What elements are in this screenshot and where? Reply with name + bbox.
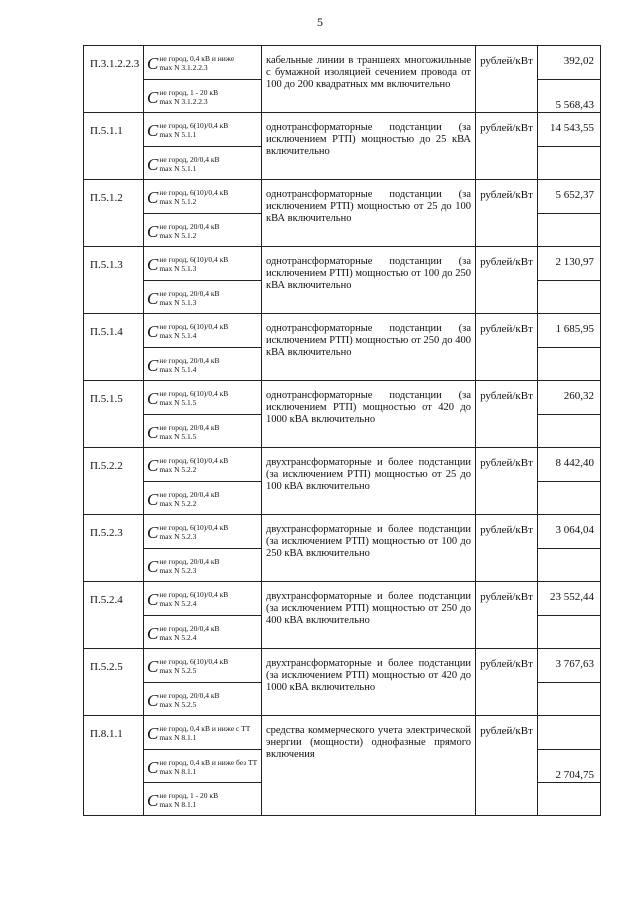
rate-formula: [144, 682, 261, 715]
value-cell: [538, 582, 601, 649]
rate-formula: [144, 180, 261, 213]
formula-subscript: max N 5.2.3: [159, 566, 197, 575]
rate-symbol: C: [147, 657, 159, 676]
formula-cell: [144, 381, 262, 448]
rate-symbol: C: [147, 155, 159, 174]
formula-superscript: не город, 6(10)/0,4 кВ: [159, 590, 229, 599]
item-description: однотрансформаторные подстанции (за исключением РТП) мощностью от 25 до 100 кВА включительно: [262, 180, 476, 247]
formula-superscript: не город, 20/0,4 кВ: [159, 289, 220, 298]
formula-subscript: max N 5.2.2: [159, 465, 197, 474]
value-cell: [538, 381, 601, 448]
rate-formula: [144, 749, 261, 782]
value-cell: [538, 716, 601, 816]
rate-value: [538, 615, 600, 648]
rate-symbol: C: [147, 121, 159, 140]
rate-value: 1 685,95: [555, 323, 594, 335]
formula-subscript: max N 5.1.4: [159, 365, 197, 374]
rate-symbol: C: [147, 255, 159, 274]
formula-cell: [144, 582, 262, 649]
formula-subscript: max N 3.1.2.2.3: [159, 97, 208, 106]
formula-superscript: не город, 6(10)/0,4 кВ: [159, 389, 229, 398]
rate-symbol: C: [147, 523, 159, 542]
value-cell: [538, 515, 601, 582]
item-code: П.3.1.2.2.3: [84, 46, 144, 113]
rate-value: 3 767,63: [555, 658, 594, 670]
rate-formula: [144, 213, 261, 246]
value-cell: [538, 113, 601, 180]
formula-subscript: max N 5.2.5: [159, 700, 197, 709]
formula-superscript: не город, 6(10)/0,4 кВ: [159, 657, 229, 666]
unit-label: рублей/кВт: [476, 46, 538, 113]
table-row: [84, 314, 601, 381]
value-cell: [538, 649, 601, 716]
rate-symbol: C: [147, 423, 159, 442]
item-description: однотрансформаторные подстанции (за исключением РТП) мощностью до 25 кВА включительно: [262, 113, 476, 180]
formula-subscript: max N 5.2.5: [159, 666, 197, 675]
rate-value: [538, 682, 600, 715]
formula-superscript: не город, 20/0,4 кВ: [159, 691, 220, 700]
formula-subscript: max N 5.1.5: [159, 432, 197, 441]
unit-label: рублей/кВт: [476, 716, 538, 816]
item-code: П.5.1.1: [84, 113, 144, 180]
formula-superscript: не город, 0,4 кВ и ниже: [159, 54, 235, 63]
item-code: П.5.1.4: [84, 314, 144, 381]
rate-value: 260,32: [563, 390, 594, 402]
formula-superscript: не город, 20/0,4 кВ: [159, 423, 220, 432]
formula-superscript: не город, 6(10)/0,4 кВ: [159, 322, 229, 331]
rate-symbol: C: [147, 691, 159, 710]
rate-formula: [144, 79, 261, 112]
formula-subscript: max N 5.1.1: [159, 130, 197, 139]
rate-formula: [144, 314, 261, 347]
item-code: П.5.1.5: [84, 381, 144, 448]
formula-subscript: max N 5.1.1: [159, 164, 197, 173]
rate-formula: [144, 448, 261, 481]
rate-formula: [144, 113, 261, 146]
rate-value: [538, 213, 600, 246]
table-row: [84, 515, 601, 582]
formula-superscript: не город, 20/0,4 кВ: [159, 490, 220, 499]
rate-symbol: C: [147, 188, 159, 207]
formula-cell: [144, 247, 262, 314]
rate-value: [538, 146, 600, 179]
rate-value: 5 568,43: [538, 79, 600, 112]
formula-superscript: не город, 20/0,4 кВ: [159, 222, 220, 231]
rate-formula: [144, 582, 261, 615]
formula-superscript: не город, 0,4 кВ и ниже без ТТ: [159, 758, 258, 767]
rate-symbol: C: [147, 389, 159, 408]
item-description: двухтрансформаторные и более подстанции (за исключением РТП) мощностью от 100 до 250 кВА включительно: [262, 515, 476, 582]
unit-label: рублей/кВт: [476, 180, 538, 247]
rate-symbol: C: [147, 289, 159, 308]
formula-cell: [144, 716, 262, 816]
formula-superscript: не город, 20/0,4 кВ: [159, 624, 220, 633]
rate-value: 2 704,75: [538, 749, 600, 782]
unit-label: рублей/кВт: [476, 113, 538, 180]
rate-value: 5 652,37: [555, 189, 594, 201]
rate-symbol: C: [147, 54, 159, 73]
formula-subscript: max N 5.1.3: [159, 264, 197, 273]
formula-superscript: не город, 20/0,4 кВ: [159, 155, 220, 164]
unit-label: рублей/кВт: [476, 448, 538, 515]
unit-label: рублей/кВт: [476, 649, 538, 716]
rate-symbol: C: [147, 456, 159, 475]
rate-value: [538, 414, 600, 447]
rate-formula: [144, 280, 261, 313]
item-code: П.5.1.2: [84, 180, 144, 247]
rate-symbol: C: [147, 791, 159, 810]
value-cell: [538, 180, 601, 247]
formula-superscript: не город, 20/0,4 кВ: [159, 557, 220, 566]
item-description: двухтрансформаторные и более подстанции (за исключением РТП) мощностью от 250 до 400 кВА включительно: [262, 582, 476, 649]
item-code: П.5.2.4: [84, 582, 144, 649]
rate-symbol: C: [147, 758, 159, 777]
item-description: кабельные линии в траншеях многожильные с бумажной изоляцией сечением провода от 100 до 200 квадратных мм включительно: [262, 46, 476, 113]
unit-label: рублей/кВт: [476, 582, 538, 649]
item-code: П.5.1.3: [84, 247, 144, 314]
formula-subscript: max N 5.1.3: [159, 298, 197, 307]
rate-value: [538, 548, 600, 581]
value-cell: [538, 448, 601, 515]
formula-subscript: max N 5.1.4: [159, 331, 197, 340]
rate-symbol: C: [147, 322, 159, 341]
item-description: однотрансформаторные подстанции (за исключением РТП) мощностью от 250 до 400 кВА включительно: [262, 314, 476, 381]
rate-value: [538, 347, 600, 380]
formula-superscript: не город, 1 - 20 кВ: [159, 791, 219, 800]
rate-symbol: C: [147, 624, 159, 643]
formula-superscript: не город, 6(10)/0,4 кВ: [159, 523, 229, 532]
rate-formula: [144, 247, 261, 280]
formula-cell: [144, 314, 262, 381]
rate-value: 14 543,55: [550, 122, 594, 134]
item-description: средства коммерческого учета электрической энергии (мощности) однофазные прямого включения: [262, 716, 476, 816]
formula-cell: [144, 448, 262, 515]
table-row: [84, 46, 601, 113]
rate-formula: [144, 46, 261, 79]
formula-superscript: не город, 6(10)/0,4 кВ: [159, 456, 229, 465]
item-description: двухтрансформаторные и более подстанции (за исключением РТП) мощностью от 420 до 1000 кВА включительно: [262, 649, 476, 716]
formula-cell: [144, 180, 262, 247]
value-cell: [538, 46, 601, 113]
formula-cell: [144, 649, 262, 716]
formula-cell: [144, 515, 262, 582]
formula-subscript: max N 8.1.1: [159, 767, 197, 776]
table-row: [84, 649, 601, 716]
rate-formula: [144, 649, 261, 682]
formula-superscript: не город, 6(10)/0,4 кВ: [159, 255, 229, 264]
rate-value: 8 442,40: [555, 457, 594, 469]
formula-subscript: max N 5.2.3: [159, 532, 197, 541]
rate-value: 3 064,04: [555, 524, 594, 536]
rate-formula: [144, 414, 261, 447]
rate-value: 392,02: [563, 55, 594, 67]
rate-formula: [144, 548, 261, 581]
value-cell: [538, 314, 601, 381]
formula-superscript: не город, 1 - 20 кВ: [159, 88, 219, 97]
rate-symbol: C: [147, 490, 159, 509]
rate-formula: [144, 146, 261, 179]
rate-value: [538, 782, 600, 815]
rate-symbol: C: [147, 356, 159, 375]
unit-label: рублей/кВт: [476, 314, 538, 381]
table-row: [84, 381, 601, 448]
rate-formula: [144, 782, 261, 815]
rate-symbol: C: [147, 88, 159, 107]
formula-subscript: max N 5.1.5: [159, 398, 197, 407]
rate-symbol: C: [147, 724, 159, 743]
item-code: П.5.2.5: [84, 649, 144, 716]
rate-value: [538, 481, 600, 514]
formula-superscript: не город, 20/0,4 кВ: [159, 356, 220, 365]
rate-formula: [144, 481, 261, 514]
rate-value: 2 130,97: [555, 256, 594, 268]
formula-superscript: не город, 6(10)/0,4 кВ: [159, 188, 229, 197]
rate-formula: [144, 515, 261, 548]
page-number: 5: [317, 15, 323, 29]
rate-symbol: C: [147, 222, 159, 241]
item-code: П.5.2.2: [84, 448, 144, 515]
rate-symbol: C: [147, 590, 159, 609]
item-code: П.5.2.3: [84, 515, 144, 582]
formula-superscript: не город, 6(10)/0,4 кВ: [159, 121, 229, 130]
formula-subscript: max N 8.1.1: [159, 733, 197, 742]
formula-subscript: max N 5.2.4: [159, 599, 197, 608]
formula-subscript: max N 5.2.2: [159, 499, 197, 508]
table-row: [84, 716, 601, 816]
table-row: [84, 247, 601, 314]
formula-subscript: max N 5.1.2: [159, 231, 197, 240]
unit-label: рублей/кВт: [476, 381, 538, 448]
formula-subscript: max N 8.1.1: [159, 800, 197, 809]
table-row: [84, 448, 601, 515]
formula-cell: [144, 113, 262, 180]
table-row: [84, 113, 601, 180]
value-cell: [538, 247, 601, 314]
rate-formula: [144, 381, 261, 414]
rate-formula: [144, 716, 261, 749]
tariff-table: [83, 45, 601, 816]
formula-subscript: max N 5.1.2: [159, 197, 197, 206]
rate-value: [538, 716, 600, 749]
item-description: однотрансформаторные подстанции (за исключением РТП) мощностью от 100 до 250 кВА включительно: [262, 247, 476, 314]
formula-subscript: max N 5.2.4: [159, 633, 197, 642]
formula-subscript: max N 3.1.2.2.3: [159, 63, 208, 72]
formula-superscript: не город, 0,4 кВ и ниже с ТТ: [159, 724, 251, 733]
unit-label: рублей/кВт: [476, 247, 538, 314]
item-code: П.8.1.1: [84, 716, 144, 816]
formula-cell: [144, 46, 262, 113]
table-row: [84, 180, 601, 247]
rate-value: [538, 280, 600, 313]
item-description: двухтрансформаторные и более подстанции (за исключением РТП) мощностью от 25 до 100 кВА включительно: [262, 448, 476, 515]
rate-symbol: C: [147, 557, 159, 576]
rate-formula: [144, 615, 261, 648]
table-row: [84, 582, 601, 649]
rate-formula: [144, 347, 261, 380]
rate-value: 23 552,44: [550, 591, 594, 603]
unit-label: рублей/кВт: [476, 515, 538, 582]
item-description: однотрансформаторные подстанции (за исключением РТП) мощностью от 420 до 1000 кВА включительно: [262, 381, 476, 448]
